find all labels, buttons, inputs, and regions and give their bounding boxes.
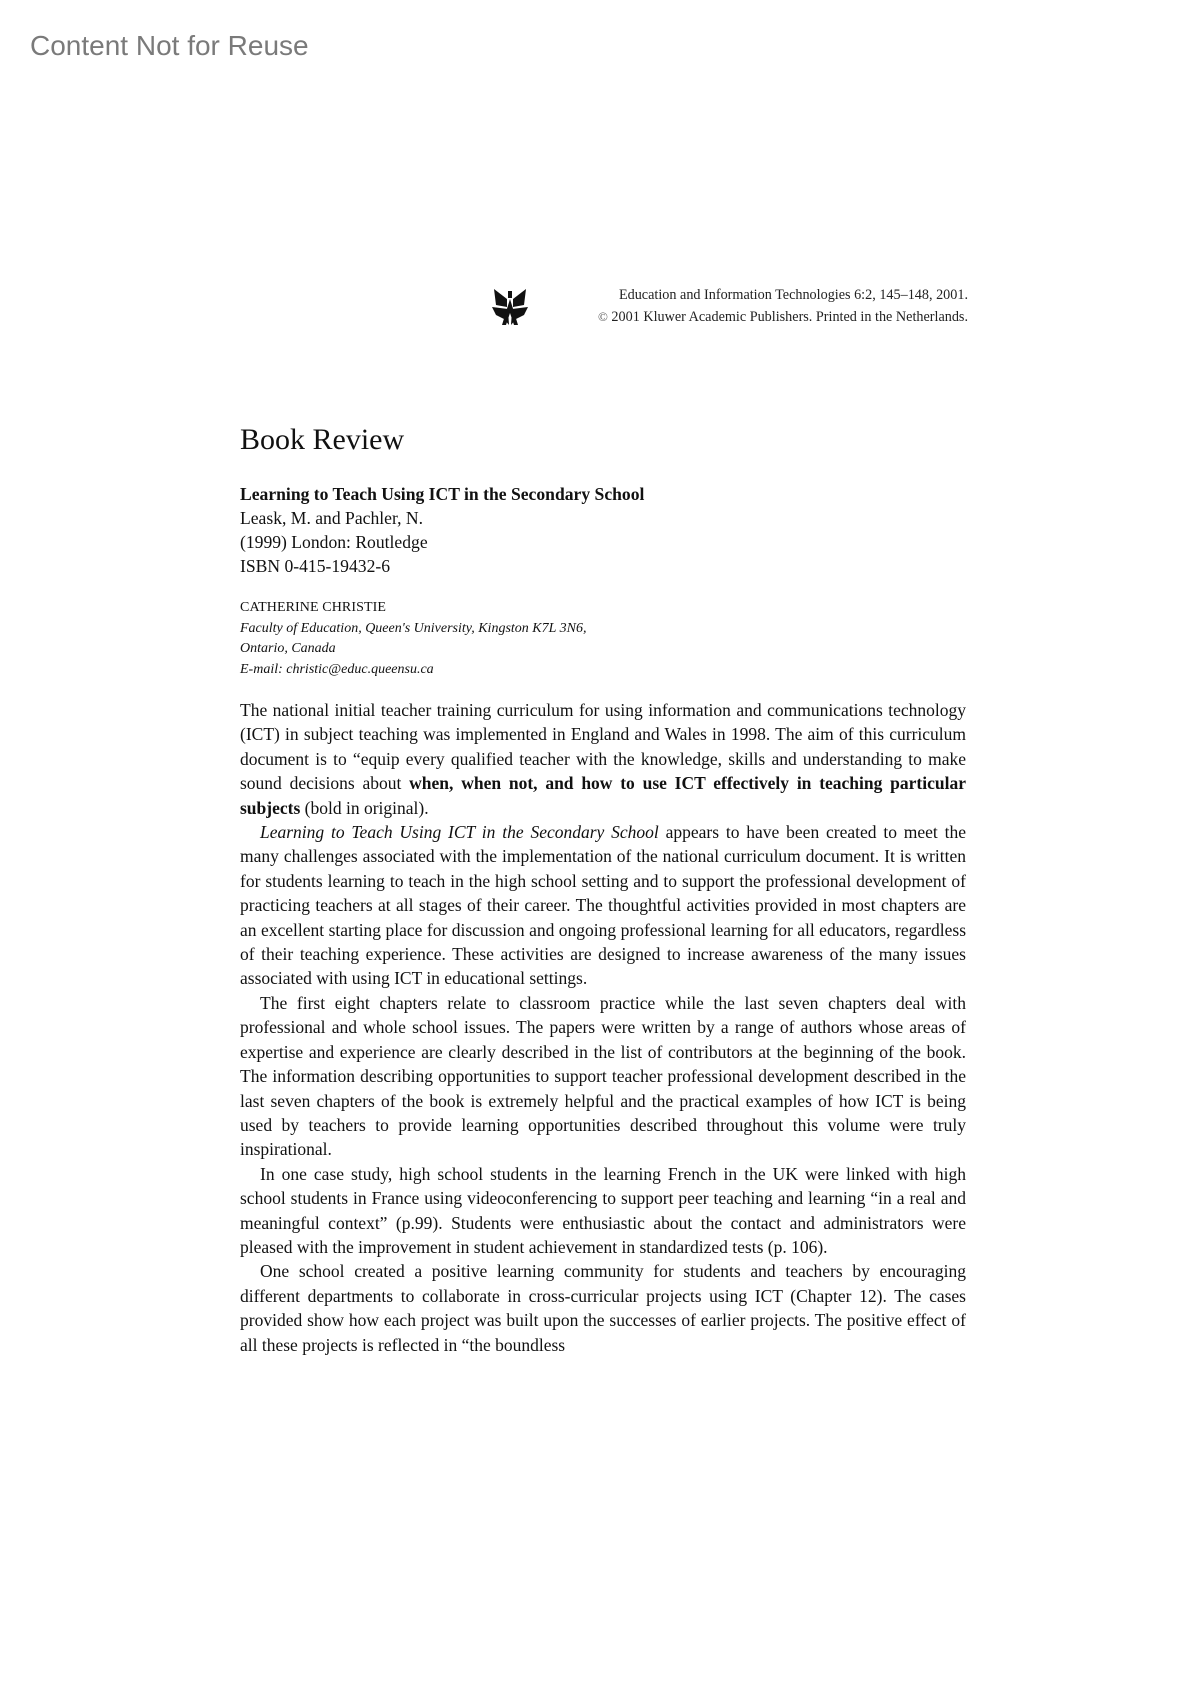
reviewer-affiliation-line2: Ontario, Canada — [240, 641, 336, 656]
reviewer-email: E-mail: christic@educ.queensu.ca — [240, 661, 434, 677]
copyright-icon: © — [597, 309, 608, 324]
book-isbn: ISBN 0-415-19432-6 — [240, 556, 391, 576]
journal-header — [490, 284, 968, 329]
article-content — [240, 420, 966, 1357]
journal-citation: Education and Information Technologies 6:2, 145–148, 2001. — [618, 287, 968, 303]
review-body — [240, 698, 966, 1357]
paragraph-5: One school created a positive learning community for students and teachers by encouraging different departments to collaborate in cross-curricular projects using ICT (Chapter 12). The cases provided show how each project was built upon the successes of earlier projects. The positive effect of all these projects is reflected in “the boundless — [240, 1261, 966, 1355]
paragraph-4: In one case study, high school students in the learning French in the UK were linked with high school students in France using videoconferencing to support peer teaching and learning “in a real and meaningful context” (p.99). Students were enthusiastic about the contact and administrators were pleased with the improvement in student achievement in standardized tests (p. 106). — [240, 1163, 966, 1257]
paragraph-1-tail: (bold in original). — [300, 797, 429, 818]
journal-copyright-line — [536, 306, 968, 328]
section-title: Book Review — [240, 423, 405, 456]
reviewer-affiliation-line1: Faculty of Education, Queen's University, Kingston K7L 3N6, — [240, 620, 587, 636]
paragraph-2-book-title: Learning to Teach Using ICT in the Secondary School — [260, 822, 659, 843]
book-title: Learning to Teach Using ICT in the Secondary School — [240, 484, 645, 504]
journal-copyright: 2001 Kluwer Academic Publishers. Printed in the Netherlands. — [611, 309, 968, 325]
publisher-logo-icon — [490, 285, 530, 329]
paragraph-2-text: appears to have been created to meet the many challenges associated with the implementation of the national curriculum document. It is written for students learning to teach in the high school setting and to support the professional development of practicing teachers at all stages of their career. The thoughtful activities provided in most chapters are an excellent starting place for discussion and ongoing professional learning for all educators, regardless of their teaching experience. These activities are designed to increase awareness of the many issues associated with using ICT in educational settings. — [240, 822, 966, 989]
book-authors: Leask, M. and Pachler, N. — [240, 508, 423, 528]
reviewer-block — [240, 598, 966, 680]
watermark: Content Not for Reuse — [30, 30, 309, 61]
reviewer-name: CATHERINE CHRISTIE — [240, 600, 387, 615]
paragraph-1 — [240, 698, 966, 820]
paragraph-3: The first eight chapters relate to classroom practice while the last seven chapters deal with professional and whole school issues. The papers were written by a range of authors whose areas of expertise and experience are clearly described in the list of contributors at the beginning of the book. The information describing opportunities to support teacher professional development described in the last seven chapters of the book is extremely helpful and the practical examples of how ICT is being used by teachers to provide learning opportunities described throughout this volume were truly inspirational. — [240, 992, 966, 1160]
paragraph-2 — [240, 820, 966, 991]
paragraph-1-bold: when, when not, and how to use ICT effectively in teaching particular subjects — [240, 773, 966, 818]
paragraph-1-text: The national initial teacher training curriculum for using information and communications technology (ICT) in subject teaching was implemented in England and Wales in 1998. The aim of this curriculum document is to “equip every qualified teacher with the knowledge, skills and understanding to make sound decisions about — [240, 700, 966, 794]
book-publication: (1999) London: Routledge — [240, 532, 428, 552]
